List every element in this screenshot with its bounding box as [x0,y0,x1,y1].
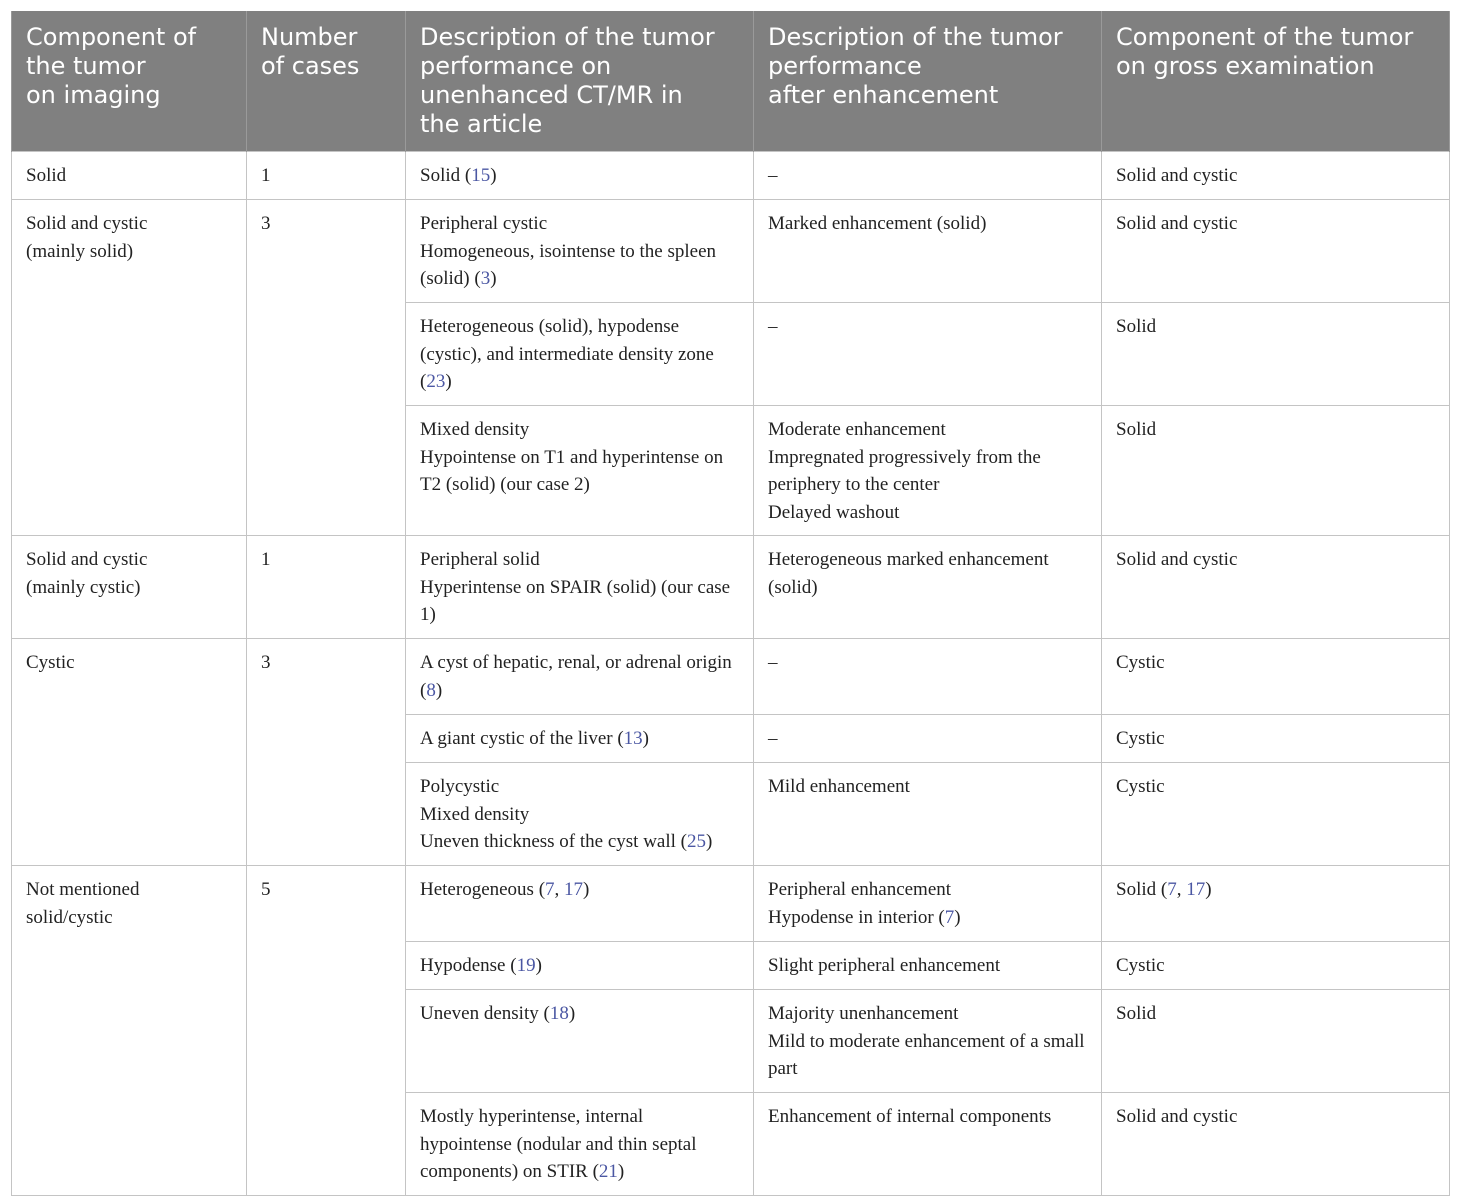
cell-text: ) [445,371,452,392]
cell-text: – [768,165,778,186]
cell-text: ) [490,268,497,289]
cell-gross-component [1102,639,1450,715]
cell-enhanced-description [754,536,1102,639]
cell-text: Mild to moderate enhancement of a small part [768,1030,1085,1079]
cell-gross-component [1102,303,1450,406]
enhanced-line [768,649,1087,677]
cell-text: ) [954,906,961,928]
enhanced-line [768,876,1087,904]
gross-line [1116,773,1435,801]
cell-number-of-cases: 1 [247,152,406,200]
cell-gross-component [1102,152,1450,200]
cell-text: Heterogeneous ( [420,879,546,900]
reference-link[interactable]: 17 [1186,879,1206,900]
unenhanced-line [420,828,739,856]
cell-text: Peripheral solid [420,549,540,570]
cell-unenhanced-description [406,536,754,639]
unenhanced-line [420,210,739,238]
reference-link[interactable]: 13 [623,728,643,749]
cell-enhanced-description [754,639,1102,715]
table-body [12,152,1450,1196]
cell-text: Mixed density [420,803,530,825]
gross-line [1116,1103,1435,1131]
cell-text: ) [617,1161,625,1182]
unenhanced-line [420,1000,739,1028]
cell-gross-component [1102,1093,1450,1196]
gross-line [1116,416,1435,444]
cell-gross-component [1102,200,1450,303]
cell-text: Solid and cystic [1116,165,1238,186]
cell-gross-component [1102,990,1450,1093]
enhanced-line [768,546,1087,601]
cell-enhanced-description [754,303,1102,406]
cell-gross-component [1102,536,1450,639]
cell-text: Delayed washout [768,501,900,523]
gross-line [1116,649,1435,677]
cell-gross-component [1102,942,1450,990]
cell-number-of-cases: 3 [247,639,406,866]
table-row [12,152,1450,200]
cell-enhanced-description [754,866,1102,942]
gross-line [1116,952,1435,980]
unenhanced-line [420,1103,739,1186]
cell-imaging-component: Not mentioned solid/cystic [12,866,247,1196]
cell-unenhanced-description [406,1093,754,1196]
cell-imaging-component: Solid [12,152,247,200]
cell-number-of-cases: 5 [247,866,406,1196]
reference-link[interactable]: 15 [471,165,491,186]
cell-number-of-cases: 1 [247,536,406,639]
header-row [12,11,1450,152]
table-row [12,639,1450,715]
cell-unenhanced-description [406,303,754,406]
reference-link[interactable]: 7 [1167,879,1177,900]
header-enhanced-description: Description of the tumor performance after enhancement [754,11,1102,152]
gross-line [1116,313,1435,341]
table-row [12,200,1450,303]
cell-text: Solid and cystic [1116,213,1238,234]
cell-text: Impregnated progressively from the periphery to the center [768,446,1041,495]
cell-text: Polycystic [420,776,500,797]
cell-imaging-component: Solid and cystic (mainly cystic) [12,536,247,639]
cell-number-of-cases: 3 [247,200,406,536]
cell-text: ) [568,1003,576,1024]
cell-text: Mostly hyperintense, internal hypointense (nodular and thin septal components) on STIR ( [420,1106,697,1182]
enhanced-line [768,499,1087,527]
table-row [12,536,1450,639]
enhanced-line [768,210,1087,238]
cell-text: Peripheral enhancement [768,879,952,900]
reference-link[interactable]: 21 [598,1161,618,1182]
unenhanced-line [420,952,739,980]
cell-unenhanced-description [406,763,754,866]
reference-link[interactable]: 19 [516,955,536,976]
header-gross-component: Component of the tumor on gross examination [1102,11,1450,152]
cell-unenhanced-description [406,990,754,1093]
cell-enhanced-description [754,715,1102,763]
unenhanced-line [420,876,739,904]
enhanced-line [768,444,1087,499]
gross-line [1116,210,1435,238]
cell-enhanced-description [754,200,1102,303]
cell-text: Solid [1116,316,1157,337]
enhanced-line [768,1103,1087,1131]
cell-text: Cystic [1116,776,1165,797]
cell-unenhanced-description [406,639,754,715]
cell-text: Heterogeneous (solid), hypodense (cystic), and intermediate density zone ( [420,316,714,392]
reference-link[interactable]: 7 [545,879,555,900]
cell-text: Solid [1116,1003,1157,1024]
reference-link[interactable]: 25 [686,831,706,852]
cell-text: – [768,728,778,749]
cell-text: Uneven thickness of the cyst wall ( [420,831,687,852]
cell-text: Solid and cystic [1116,1106,1238,1127]
cell-text: , [1176,879,1187,900]
unenhanced-line [420,444,739,499]
cell-text: Solid ( [420,165,472,186]
cell-unenhanced-description [406,152,754,200]
cell-text: Marked enhancement (solid) [768,213,987,234]
cell-imaging-component: Solid and cystic (mainly solid) [12,200,247,536]
reference-link[interactable]: 23 [426,371,446,392]
cell-text: Slight peripheral enhancement [768,955,1001,976]
cell-text: ) [642,728,649,749]
cell-text: Cystic [1116,955,1165,976]
unenhanced-line [420,238,739,293]
cell-text: ) [435,679,443,701]
reference-link[interactable]: 18 [549,1003,569,1024]
cell-text: Cystic [1116,652,1165,673]
table-row [12,866,1450,942]
cell-text: ) [583,879,590,900]
cell-gross-component [1102,763,1450,866]
unenhanced-line [420,416,739,444]
cell-text: Solid [1116,419,1157,440]
enhanced-line [768,416,1087,444]
cell-text: Majority unenhancement [768,1003,959,1024]
cell-gross-component [1102,715,1450,763]
cell-text: Peripheral cystic [420,213,548,234]
tumor-comparison-table [11,11,1450,1196]
cell-unenhanced-description [406,200,754,303]
cell-text: Solid and cystic [1116,549,1238,570]
table-header [12,11,1450,152]
header-unenhanced-description: Description of the tumor performance on unenhanced CT/MR in the article [406,11,754,152]
cell-unenhanced-description [406,942,754,990]
gross-line [1116,876,1435,904]
unenhanced-line [420,649,739,704]
cell-text: Hyperintense on SPAIR (solid) (our case 1) [420,576,731,625]
cell-enhanced-description [754,763,1102,866]
cell-text: – [768,652,778,673]
gross-line [1116,546,1435,574]
unenhanced-line [420,801,739,829]
cell-text: Uneven density ( [420,1003,550,1024]
enhanced-line [768,904,1087,932]
cell-text: , [554,879,565,900]
cell-enhanced-description [754,990,1102,1093]
cell-text: Mixed density [420,419,530,440]
cell-unenhanced-description [406,866,754,942]
enhanced-line [768,313,1087,341]
cell-imaging-component: Cystic [12,639,247,866]
unenhanced-line [420,574,739,629]
reference-link[interactable]: 3 [480,268,491,289]
gross-line [1116,162,1435,190]
cell-text: Homogeneous, isointense to the spleen (solid) ( [420,240,717,289]
enhanced-line [768,952,1087,980]
enhanced-line [768,1028,1087,1083]
reference-link[interactable]: 7 [944,906,955,928]
unenhanced-line [420,725,739,753]
cell-gross-component [1102,406,1450,536]
cell-text: – [768,316,778,337]
unenhanced-line [420,162,739,190]
cell-enhanced-description [754,406,1102,536]
reference-link[interactable]: 8 [426,679,436,701]
cell-unenhanced-description [406,715,754,763]
cell-text: ) [1205,879,1212,900]
cell-text: A giant cystic of the liver ( [420,728,624,749]
gross-line [1116,1000,1435,1028]
enhanced-line [768,773,1087,801]
header-number-of-cases: Number of cases [247,11,406,152]
cell-text: Hypointense on T1 and hyperintense on T2 (solid) (our case 2) [420,446,724,495]
cell-text: Enhancement of internal components [768,1106,1052,1127]
unenhanced-line [420,546,739,574]
gross-line [1116,725,1435,753]
enhanced-line [768,162,1087,190]
cell-unenhanced-description [406,406,754,536]
cell-text: Moderate enhancement [768,419,946,440]
cell-text: ) [705,831,713,852]
cell-text: ) [490,165,497,186]
enhanced-line [768,725,1087,753]
table-container [11,11,1450,1196]
cell-text: Heterogeneous marked enhancement (solid) [768,549,1049,598]
unenhanced-line [420,773,739,801]
cell-enhanced-description [754,942,1102,990]
cell-text: Mild enhancement [768,776,910,797]
cell-text: Solid ( [1116,879,1168,900]
enhanced-line [768,1000,1087,1028]
cell-enhanced-description [754,152,1102,200]
cell-text: Hypodense in interior ( [768,906,945,928]
cell-text: A cyst of hepatic, renal, or adrenal origin ( [420,652,732,701]
cell-gross-component [1102,866,1450,942]
reference-link[interactable]: 17 [564,879,584,900]
cell-text: ) [535,955,542,976]
cell-enhanced-description [754,1093,1102,1196]
header-component-imaging: Component of the tumor on imaging [12,11,247,152]
cell-text: Cystic [1116,728,1165,749]
unenhanced-line [420,313,739,396]
cell-text: Hypodense ( [420,955,517,976]
